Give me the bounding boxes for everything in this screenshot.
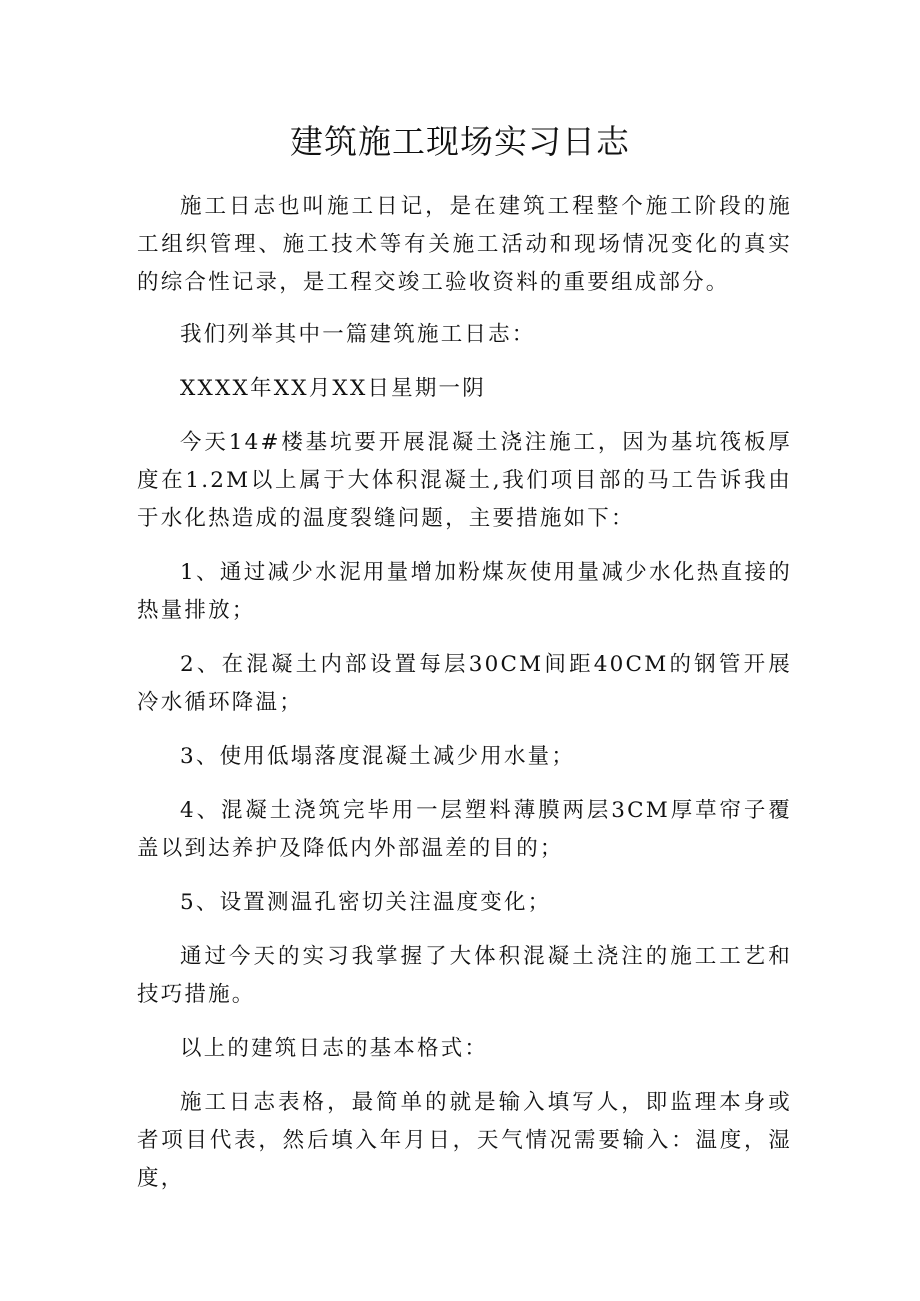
- paragraph-measure-3: 3、使用低塌落度混凝土减少用水量；: [180, 744, 576, 769]
- paragraph-summary: 通过今天的实习我掌握了大体积混凝土浇注的施工工艺和技巧措施。: [137, 944, 792, 1007]
- paragraph-today: 今天14#楼基坑要开展混凝土浇注施工，因为基坑筏板厚度在1.2M以上属于大体积混凝土,我们项目部的马工告诉我由于水化热造成的温度裂缝问题，主要措施如下：: [137, 430, 792, 531]
- paragraph-measure-2: 2、在混凝土内部设置每层30CM间距40CM的钢管开展冷水循环降温；: [137, 652, 792, 715]
- paragraph-format-detail: 施工日志表格，最简单的就是输入填写人，即监理本身或者项目代表，然后填入年月日，天气情况需要输入：温度，湿度，: [137, 1090, 792, 1191]
- document-title: 建筑施工现场实习日志: [290, 122, 630, 161]
- document-body: [137, 188, 792, 1214]
- paragraph-format-lead: 以上的建筑日志的基本格式：: [180, 1036, 489, 1061]
- paragraph-measure-1: 1、通过减少水泥用量增加粉煤灰使用量减少水化热直接的热量排放；: [137, 560, 792, 623]
- paragraph-example-lead: 我们列举其中一篇建筑施工日志：: [180, 322, 536, 347]
- paragraph-intro: 施工日志也叫施工日记，是在建筑工程整个施工阶段的施工组织管理、施工技术等有关施工活动和现场情况变化的真实的综合性记录，是工程交竣工验收资料的重要组成部分。: [137, 194, 792, 295]
- paragraph-measure-4: 4、混凝土浇筑完毕用一层塑料薄膜两层3CM厚草帘子覆盖以到达养护及降低内外部温差的目的；: [137, 798, 792, 861]
- paragraph-date-weather: XXXX年XX月XX日星期一阴: [180, 376, 486, 401]
- paragraph-measure-5: 5、设置测温孔密切关注温度变化；: [180, 890, 552, 915]
